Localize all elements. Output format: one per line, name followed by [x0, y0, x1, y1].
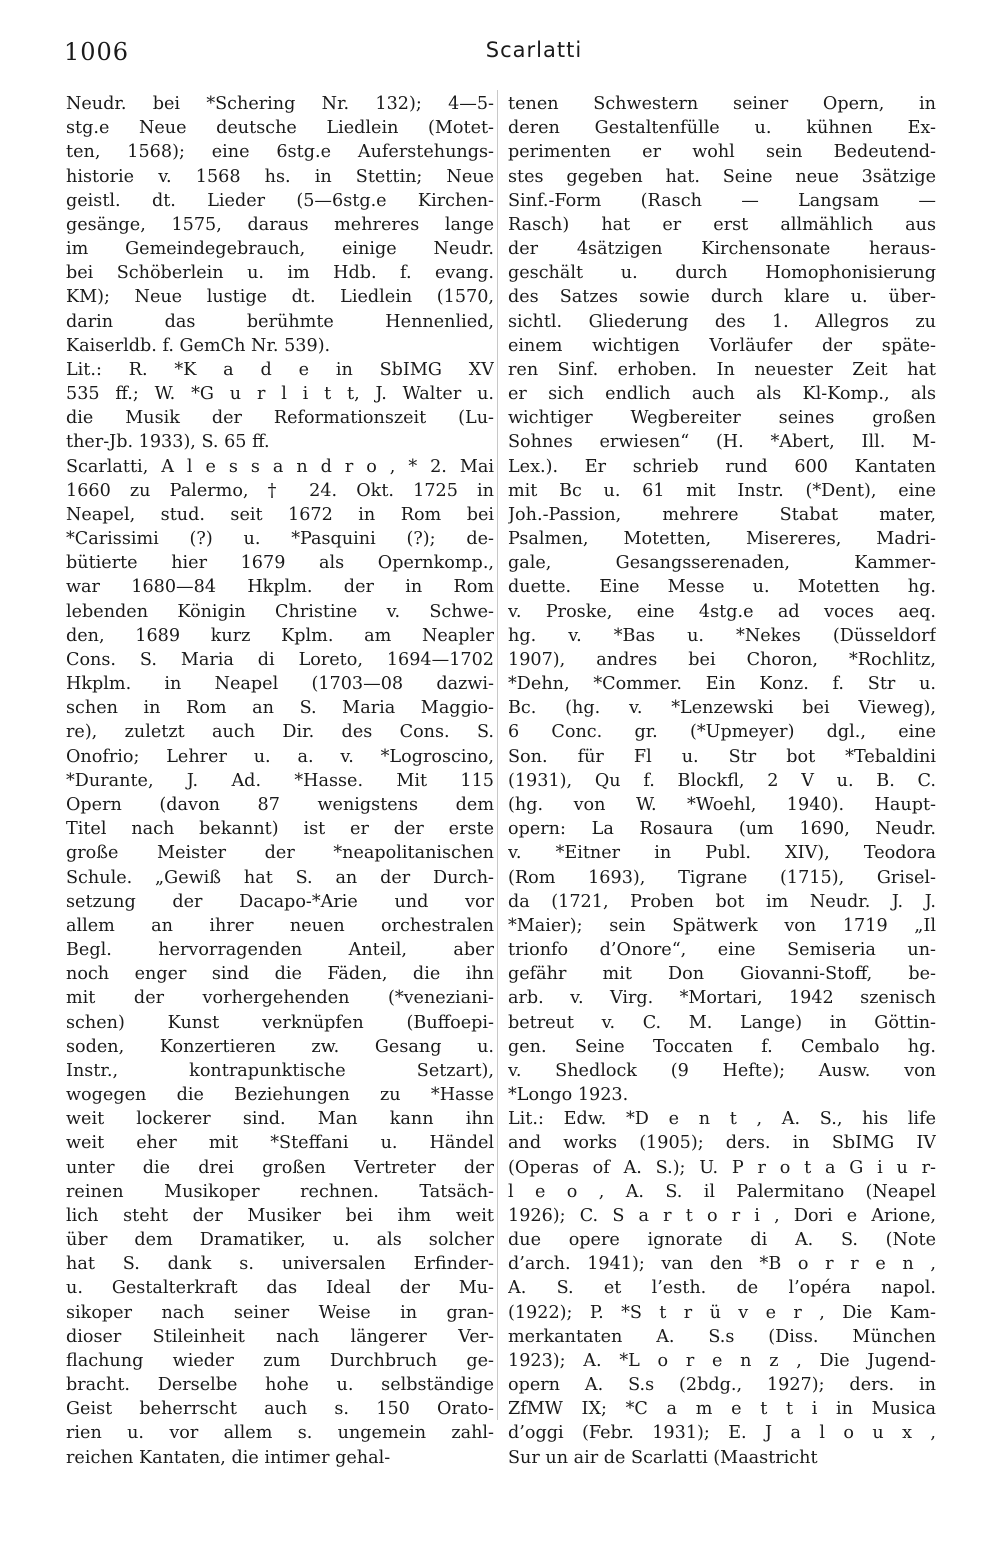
text-line: ther-Jb. 1933), S. 65 ff. — [66, 432, 270, 453]
text-line: er sich endlich auch als Kl-Komp., als — [508, 384, 936, 405]
text-line: rien u. vor allem s. ungemein zahl- — [66, 1423, 494, 1444]
text-line: einem wichtigen Vorläufer der späte- — [508, 335, 936, 356]
text-line: bei Schöberlein u. im Hdb. f. evang. — [66, 263, 494, 284]
text-line: *Carissimi (?) u. *Pasquini (?); de- — [66, 529, 494, 550]
text-line: arb. v. Virg. *Mortari, 1942 szenisch — [508, 988, 936, 1009]
text-line: gale, Gesangsserenaden, Kammer- — [508, 553, 936, 574]
text-line: geistl. dt. Lieder (5—6stg.e Kirchen- — [66, 190, 494, 211]
text-line: v. Shedlock (9 Hefte); Ausw. von — [508, 1060, 936, 1081]
text-line: 1926); C. S a r t o r i , Dori e Arione, — [508, 1205, 936, 1226]
text-line: Lit.: Edw. *D e n t , A. S., his life — [508, 1109, 936, 1130]
text-line: unter die drei großen Vertreter der — [66, 1157, 494, 1178]
text-line: flachung wieder zum Durchbruch ge- — [66, 1350, 494, 1371]
text-line: lich steht der Musiker bei ihm weit — [66, 1205, 494, 1226]
text-line: wogegen die Beziehungen zu *Hasse — [66, 1085, 494, 1106]
right-column — [508, 92, 936, 1470]
text-line: deren Gestaltenfülle u. kühnen Ex- — [508, 118, 936, 139]
text-line: soden, Konzertieren zw. Gesang u. — [66, 1036, 494, 1057]
text-line: reinen Musikoper rechnen. Tatsäch- — [66, 1181, 494, 1202]
text-line: Opern (davon 87 wenigstens dem — [66, 794, 494, 815]
text-line: Scarlatti, A l e s s a n d r o , * 2. Mai — [66, 456, 494, 477]
text-line: Hkplm. in Neapel (1703—08 dazwi- — [66, 674, 494, 695]
text-line: Lex.). Er schrieb rund 600 Kantaten — [508, 456, 936, 477]
text-line: Schule. „Gewiß hat S. an der Durch- — [66, 867, 494, 888]
text-line: sikoper nach seiner Weise in gran- — [66, 1302, 494, 1323]
text-line: 1660 zu Palermo, † 24. Okt. 1725 in — [66, 480, 494, 501]
text-line: v. *Eitner in Publ. XIV), Teodora — [508, 843, 936, 864]
text-line: tenen Schwestern seiner Opern, in — [508, 94, 936, 114]
text-line: (1922); P. *S t r ü v e r , Die Kam- — [508, 1302, 936, 1323]
text-line: im Gemeindegebrauch, einige Neudr. — [66, 239, 494, 260]
text-line: stg.e Neue deutsche Liedlein (Motet- — [66, 118, 494, 139]
text-line: *Durante, J. Ad. *Hasse. Mit 115 — [66, 770, 494, 791]
text-line: hg. v. *Bas u. *Nekes (Düsseldorf — [508, 625, 936, 646]
text-line: *Dehn, *Commer. Ein Konz. f. Str u. — [508, 674, 936, 695]
text-line: bracht. Derselbe hohe u. selbständige — [66, 1375, 494, 1396]
text-line: Neudr. bei *Schering Nr. 132); 4—5- — [66, 94, 494, 114]
text-line: ten, 1568); eine 6stg.e Auferstehungs- — [66, 142, 494, 163]
text-line: Son. für Fl u. Str bot *Tebaldini — [508, 746, 936, 767]
text-line: Geist beherrscht auch s. 150 Orato- — [66, 1399, 494, 1420]
text-line: mit der vorhergehenden (*veneziani- — [66, 988, 494, 1009]
text-line: hat S. dank s. universalen Erfinder- — [66, 1254, 494, 1275]
text-line: historie v. 1568 hs. in Stettin; Neue — [66, 166, 494, 187]
text-line: Titel nach bekannt) ist er der erste — [66, 819, 494, 840]
text-line: war 1680—84 Hkplm. der in Rom — [66, 577, 494, 598]
text-line: bütierte hier 1679 als Opernkomp., — [66, 553, 494, 574]
text-line: geschält u. durch Homophonisierung — [508, 263, 936, 284]
text-line: *Longo 1923. — [508, 1085, 629, 1106]
text-line: weit eher mit *Steffani u. Händel — [66, 1133, 494, 1154]
text-line: perimenten er wohl sein Bedeutend- — [508, 142, 936, 163]
page-header — [64, 38, 936, 70]
left-column — [66, 92, 494, 1470]
text-line: ZfMW IX; *C a m e t t i in Musica — [508, 1399, 936, 1420]
text-line: mit Bc u. 61 mit Instr. (*Dent), eine — [508, 480, 936, 501]
text-line: d’oggi (Febr. 1931); E. J a l o u x , — [508, 1423, 936, 1444]
text-line: dioser Stileinheit nach längerer Ver- — [66, 1326, 494, 1347]
text-line: Bc. (hg. v. *Lenzewski bei Vieweg), — [508, 698, 936, 719]
text-line: sichtl. Gliederung des 1. Allegros zu — [508, 311, 936, 332]
text-line: merkantaten A. S.s (Diss. München — [508, 1326, 936, 1347]
text-line: setzung der Dacapo-*Arie und vor — [66, 891, 494, 912]
text-line: A. S. et l’esth. de l’opéra napol. — [508, 1278, 936, 1299]
text-line: gesänge, 1575, daraus mehreres lange — [66, 214, 494, 235]
text-line: Kaiserldb. f. GemCh Nr. 539). — [66, 335, 331, 356]
text-line: schen) Kunst verknüpfen (Buffoepi- — [66, 1012, 494, 1033]
text-line: 535 ff.; W. *G u r l i t t, J. Walter u. — [66, 384, 494, 405]
text-line: den, 1689 kurz Kplm. am Neapler — [66, 625, 494, 646]
text-line: 1907), andres bei Choron, *Rochlitz, — [508, 649, 936, 670]
text-line: opern A. S.s (2bdg., 1927); ders. in — [508, 1375, 936, 1396]
text-line: KM); Neue lustige dt. Liedlein (1570, — [66, 287, 494, 308]
text-line: große Meister der *neapolitanischen — [66, 843, 494, 864]
text-line: l e o , A. S. il Palermitano (Neapel — [508, 1181, 936, 1202]
text-line: gefähr mit Don Giovanni-Stoff, be- — [508, 964, 936, 985]
text-line: (1931), Qu f. Blockfl, 2 V u. B. C. — [508, 770, 936, 791]
text-line: Joh.-Passion, mehrere Stabat mater, — [508, 504, 936, 525]
text-line: Sinf.-Form (Rasch — Langsam — — [508, 190, 936, 211]
text-line: v. Proske, eine 4stg.e ad voces aeq. — [508, 601, 936, 622]
running-head: Scarlatti — [485, 38, 583, 62]
text-line: (Rom 1693), Tigrane (1715), Grisel- — [508, 867, 936, 888]
text-line: stes gegeben hat. Seine neue 3sätzige — [508, 166, 936, 187]
text-line: duette. Eine Messe u. Motetten hg. — [508, 577, 936, 598]
text-line: die Musik der Reformationszeit (Lu- — [66, 408, 494, 429]
text-line: Psalmen, Motetten, Misereres, Madri- — [508, 529, 936, 550]
text-line: weit lockerer sind. Man kann ihn — [66, 1109, 494, 1130]
text-line: Onofrio; Lehrer u. a. v. *Logroscino, — [66, 746, 494, 767]
text-line: 1923); A. *L o r e n z , Die Jugend- — [508, 1350, 936, 1371]
text-line: (hg. von W. *Woehl, 1940). Haupt- — [508, 794, 936, 815]
text-line: Instr., kontrapunktische Setzart), — [66, 1060, 494, 1081]
text-line: Lit.: R. *K a d e in SbIMG XV — [66, 359, 494, 380]
text-line: des Satzes sowie durch klare u. über- — [508, 287, 936, 308]
text-line: da (1721, Proben bot im Neudr. J. J. — [508, 891, 936, 912]
page-number: 1006 — [64, 38, 130, 66]
text-line: Sur un air de Scarlatti (Maastricht — [508, 1447, 818, 1468]
text-line: reichen Kantaten, die intimer gehal- — [66, 1447, 391, 1468]
text-line: Sohnes erwiesen“ (H. *Abert, Ill. M- — [508, 432, 936, 453]
text-line: darin das berühmte Hennenlied, — [66, 311, 494, 332]
text-line: über dem Dramatiker, u. als solcher — [66, 1230, 494, 1251]
text-line: Neapel, stud. seit 1672 in Rom bei — [66, 504, 494, 525]
text-line: Cons. S. Maria di Loreto, 1694—1702 — [66, 649, 494, 670]
text-line: wichtiger Wegbereiter seines großen — [508, 408, 936, 429]
text-line: re), zuletzt auch Dir. des Cons. S. — [66, 722, 494, 743]
text-line: betreut v. C. M. Lange) in Göttin- — [508, 1012, 936, 1033]
text-line: ren Sinf. erhoben. In neuester Zeit hat — [508, 359, 936, 380]
text-line: and works (1905); ders. in SbIMG IV — [508, 1133, 936, 1154]
text-line: Begl. hervorragenden Anteil, aber — [66, 940, 494, 961]
text-line: *Maier); sein Spätwerk von 1719 „Il — [508, 915, 936, 936]
text-line: (Operas of A. S.); U. P r o t a G i u r- — [508, 1157, 936, 1178]
text-line: schen in Rom an S. Maria Maggio- — [66, 698, 494, 719]
text-line: der 4sätzigen Kirchensonate heraus- — [508, 239, 936, 260]
text-line: noch enger sind die Fäden, die ihn — [66, 964, 494, 985]
text-line: allem an ihrer neuen orchestralen — [66, 915, 494, 936]
text-line: u. Gestalterkraft das Ideal der Mu- — [66, 1278, 494, 1299]
text-line: opern: La Rosaura (um 1690, Neudr. — [508, 819, 936, 840]
text-line: gen. Seine Toccaten f. Cembalo hg. — [508, 1036, 936, 1057]
text-line: trionfo d’Onore“, eine Semiseria un- — [508, 940, 936, 961]
text-line: Rasch) hat er erst allmählich aus — [508, 214, 936, 235]
column-divider — [497, 90, 498, 1420]
text-line: due opere ignorate di A. S. (Note — [508, 1230, 936, 1251]
text-line: 6 Conc. gr. (*Upmeyer) dgl., eine — [508, 722, 936, 743]
text-line: d’arch. 1941); van den *B o r r e n , — [508, 1254, 936, 1275]
text-line: lebenden Königin Christine v. Schwe- — [66, 601, 494, 622]
